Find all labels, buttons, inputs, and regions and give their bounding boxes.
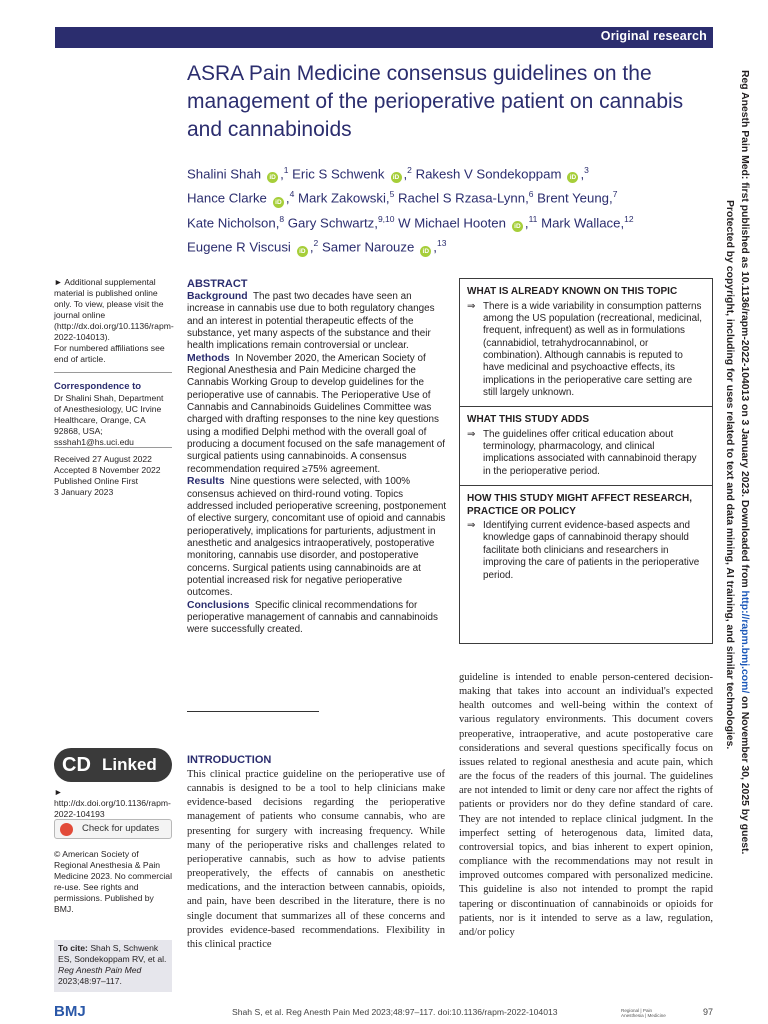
- section-label: Original research: [600, 29, 707, 43]
- cite-details: 2023;48:97–117.: [58, 976, 122, 986]
- correspondence-heading: Correspondence to: [54, 381, 142, 392]
- orcid-icon[interactable]: iD: [297, 246, 308, 257]
- orcid-icon[interactable]: iD: [567, 172, 578, 183]
- notice-text-a: Reg Anesth Pain Med: first published as 10.1136/rapm-2022-104013 on 3 January 2023. Downloaded from: [739, 70, 750, 591]
- orcid-icon[interactable]: iD: [512, 221, 523, 232]
- author-name: Eugene R Viscusi: [187, 239, 291, 255]
- abstract-conclusions: [187, 600, 447, 637]
- affiliation-number: 5: [389, 189, 395, 200]
- introduction-column-2: guideline is intended to enable person-centered decision-making that takes into account an individual's expected health outcomes and well-being within the context of various regulatory environments. This document covers preoperative, intraoperative, and acute postoperative care considerations and several questions specifically focus on issues related to regional anesthesia and acute pain, which are the focus of the readers of this journal. The guidelines are not intended to limit or deny care nor affect the rights of patients or providers nor do they define standard of care. They are not intended to replace clinical judgment. In the imperfect setting of heterogenous data, limited data, controversial topics, and bias inherent to expert opinion, compliance with the recommendations may not result in improved outcomes compared with personalized medicine. This guideline is also not intended to prompt the rapid tapering or discontinuation of cannabinoids or opioids for patients, nor is it intended to serve as a law, regulation, and/or policy: [459, 672, 713, 938]
- journal-logo: [621, 1008, 666, 1018]
- author-list: [187, 160, 707, 258]
- author-name: Samer Narouze: [321, 239, 415, 255]
- affect-item: [467, 520, 706, 582]
- cite-journal: Reg Anesth Pain Med: [58, 965, 142, 975]
- conclusions-text: Specific clinical recommendations for perioperative management of cannabis and cannabinoids were successfully created.: [187, 599, 438, 636]
- footer-citation: Shah S, et al. Reg Anesth Pain Med 2023;48:97–117. doi:10.1136/rapm-2022-104013: [232, 1007, 558, 1017]
- linked-doi[interactable]: ► http://dx.doi.org/10.1136/rapm-2022-104193: [54, 787, 171, 819]
- known-heading: WHAT IS ALREADY KNOWN ON THIS TOPIC: [467, 286, 678, 297]
- download-notice-line-1: [737, 70, 751, 990]
- box-divider: [460, 485, 712, 486]
- download-notice-line-2: Protected by copyright, including for uses related to text and data mining, AI training, and similar technologies.: [724, 200, 735, 750]
- copyright-note: © American Society of Regional Anesthesia & Pain Medicine 2023. No commercial re-use. See rights and permissions. Published by BMJ.: [54, 849, 172, 914]
- sidebar-divider: [54, 372, 172, 373]
- affiliation-number: 4: [289, 189, 295, 200]
- author-name: Mark Wallace: [541, 215, 621, 231]
- orcid-icon[interactable]: iD: [273, 197, 284, 208]
- affiliation-number: 7: [612, 189, 618, 200]
- affiliation-number: 11: [528, 213, 538, 224]
- author-name: Rakesh V Sondekoppam: [415, 166, 562, 182]
- methods-label: Methods: [187, 352, 230, 364]
- author-name: Shalini Shah: [187, 166, 262, 182]
- sidebar-divider: [54, 447, 172, 448]
- orcid-icon[interactable]: iD: [391, 172, 402, 183]
- correspondence-block: [54, 381, 172, 448]
- correspondence-address: Dr Shalini Shah, Department of Anesthesiology, UC Irvine Healthcare, Orange, CA 92868, USA; ssshah1@hs.uci.edu: [54, 393, 164, 447]
- author-name: Hance Clarke: [187, 190, 267, 206]
- background-label: Background: [187, 291, 248, 302]
- journal-logo-line-1: Regional | Pain: [621, 1008, 653, 1013]
- affiliations-note: For numbered affiliations see end of article.: [54, 343, 165, 364]
- affect-heading: HOW THIS STUDY MIGHT AFFECT RESEARCH, PRACTICE OR POLICY: [467, 493, 692, 517]
- check-for-updates-button[interactable]: [54, 819, 172, 839]
- author-line-4: Eugene R Viscusi iD ,$^2$ Samer Narouze iD ,$^{13}$: [187, 238, 447, 255]
- affiliation-number: 3: [584, 165, 589, 175]
- link-chain-icon: CD: [62, 754, 91, 776]
- abstract-background: [187, 291, 447, 353]
- box-divider: [460, 406, 712, 407]
- arrow-icon: ⇒: [467, 300, 476, 312]
- affiliation-number: 2: [313, 238, 319, 249]
- results-label: Results: [187, 476, 225, 488]
- affiliation-number: 13: [436, 238, 447, 249]
- bmj-logo: BMJ: [54, 1003, 86, 1020]
- abstract: [187, 278, 447, 637]
- date-received: Received 27 August 2022: [54, 454, 152, 464]
- date-accepted: Accepted 8 November 2022: [54, 465, 161, 475]
- known-text: There is a wide variability in consumption patterns among the US population (recreational, medicinal, frequent, infrequent) as well as in formulations (cannabidiol, tetrahydrocannabinol, or combination). Although cannabis is reputed to have medicinal and psychoactive effects, its implications in the perioperative care setting are still largely unknown.: [483, 300, 703, 398]
- results-text: Nine questions were selected, with 100% consensus achieved on third-round voting. Topics addressed included perioperative screening, postponement of elective surgery, concomitant use of opioid and cannabis perioperatively, implications for parturients, adjustment in anesthetic and analgesics intraoperatively, postoperative monitoring, cannabis use disorder, and postoperative concerns. Surgical patients using cannabinoids are at potential increased risk for negative perioperative outcomes.: [187, 476, 447, 599]
- author-line-3: Kate Nicholson,$^8$ Gary Schwartz,$^{9,10}$ W Michael Hooten iD ,$^{11}$ Mark Wallace,$^{12}$: [187, 213, 634, 231]
- check-updates-label: Check for updates: [82, 823, 160, 834]
- affiliation-number: 12: [624, 213, 634, 224]
- journal-logo-line-2: Anesthesia | Medicine: [621, 1013, 666, 1018]
- background-text: The past two decades have seen an increase in cannabis use due to both regulatory changes and an interest in potential therapeutic effects of the substance, yet many aspects of the substance and their health implications remain controversial or unclear.: [187, 291, 435, 352]
- linked-label: Linked: [102, 755, 157, 774]
- journal-link[interactable]: http://rapm.bmj.com/: [739, 590, 750, 694]
- cite-authors: Shah S, Schwenk ES, Sondekoppam RV, et al.: [58, 943, 167, 964]
- orcid-icon[interactable]: iD: [267, 172, 278, 183]
- crossmark-icon: [60, 823, 73, 836]
- introduction-heading: INTRODUCTION: [187, 754, 272, 766]
- author-name: Gary Schwartz: [287, 215, 375, 231]
- date-published: 3 January 2023: [54, 487, 114, 497]
- arrow-icon: ⇒: [467, 520, 476, 532]
- affiliation-number: 1: [283, 165, 289, 175]
- adds-heading: WHAT THIS STUDY ADDS: [467, 414, 590, 426]
- cite-label: To cite:: [58, 943, 88, 953]
- cite-box: [54, 940, 172, 992]
- adds-item: [467, 429, 706, 478]
- known-item: [467, 301, 706, 400]
- article-title: ASRA Pain Medicine consensus guidelines on the management of the perioperative patient on cannabis and cannabinoids: [187, 62, 684, 141]
- key-messages-box: [459, 278, 713, 644]
- notice-text-b: on November 30, 2025 by guest.: [739, 693, 750, 855]
- date-published-label: Published Online First: [54, 476, 139, 486]
- affiliation-number: 6: [528, 189, 534, 200]
- author-name: Rachel S Rzasa-Lynn: [398, 190, 526, 206]
- supplemental-note: ► Additional supplemental material is published online only. To view, please visit the journal online (http://dx.doi.org/10.1136/rapm-2022-104013).: [54, 277, 174, 342]
- orcid-icon[interactable]: iD: [420, 246, 431, 257]
- abstract-end-rule: [187, 711, 319, 712]
- author-line-1: Shalini Shah iD ,$^1$ Eric S Schwenk iD ,$^2$ Rakesh V Sondekoppam iD ,$^3$: [187, 165, 589, 182]
- author-name: Mark Zakowski: [297, 190, 386, 206]
- linked-badge[interactable]: [54, 748, 172, 782]
- page-number: 97: [703, 1007, 714, 1017]
- article-dates: [54, 454, 172, 498]
- affect-text: Identifying current evidence-based aspects and knowledge gaps of cannabinoid therapy should facilitate both clinicians and researchers in improving the care of patients in the perioperative period.: [483, 520, 700, 581]
- author-name: Kate Nicholson: [187, 215, 276, 231]
- introduction-column-1: This clinical practice guideline on the perioperative use of cannabis is designed to be a tool to help clinicians make evidence-based decisions regarding the perioperative management of patients who consume cannabis, who are presenting for surgery with increasing frequency. While many of the perioperative risks and challenges related to perioperative cannabis, such as how to advise patients preoperatively, the effects of cannabis on anesthetic medications, and the interaction between cannabis, opioids, and pain, have been described in the literature, there is no single document that summarizes all of these concerns and provides evidence-based recommendations. Flexibility in this clinical practice: [187, 769, 445, 950]
- conclusions-label: Conclusions: [187, 599, 250, 611]
- affiliation-number: 8: [279, 213, 285, 224]
- author-name: Brent Yeung: [537, 190, 610, 206]
- affiliation-number: 2: [407, 165, 412, 175]
- section-banner: [55, 27, 713, 48]
- author-name: W Michael Hooten: [398, 215, 506, 231]
- abstract-heading: ABSTRACT: [187, 278, 248, 290]
- author-name: Eric S Schwenk: [292, 166, 385, 182]
- author-line-2: Hance Clarke iD ,$^4$ Mark Zakowski,$^5$ Rachel S Rzasa-Lynn,$^6$ Brent Yeung,$^7$: [187, 189, 618, 206]
- methods-text: In November 2020, the American Society of Regional Anesthesia and Pain Medicine charged the Cannabis Working Group to develop guidelines for the perioperative use of cannabis. The Perioperative Use of Cannabis and Cannabinoids Guidelines Committee was charged with drafting responses to the nine key questions using a modified Delphi method with the overall goal of producing a document focused on the safe management of surgical patients using cannabinoids. A consensus recommendation required ≥75% agreement.: [187, 352, 446, 475]
- affiliation-number: 9,10: [377, 213, 395, 224]
- abstract-results: [187, 476, 447, 599]
- arrow-icon: ⇒: [467, 428, 476, 440]
- abstract-methods: [187, 353, 447, 476]
- adds-text: The guidelines offer critical education about terminology, pharmacology, and clinical implications associated with cannabinoid therapy in the perioperative period.: [483, 428, 697, 477]
